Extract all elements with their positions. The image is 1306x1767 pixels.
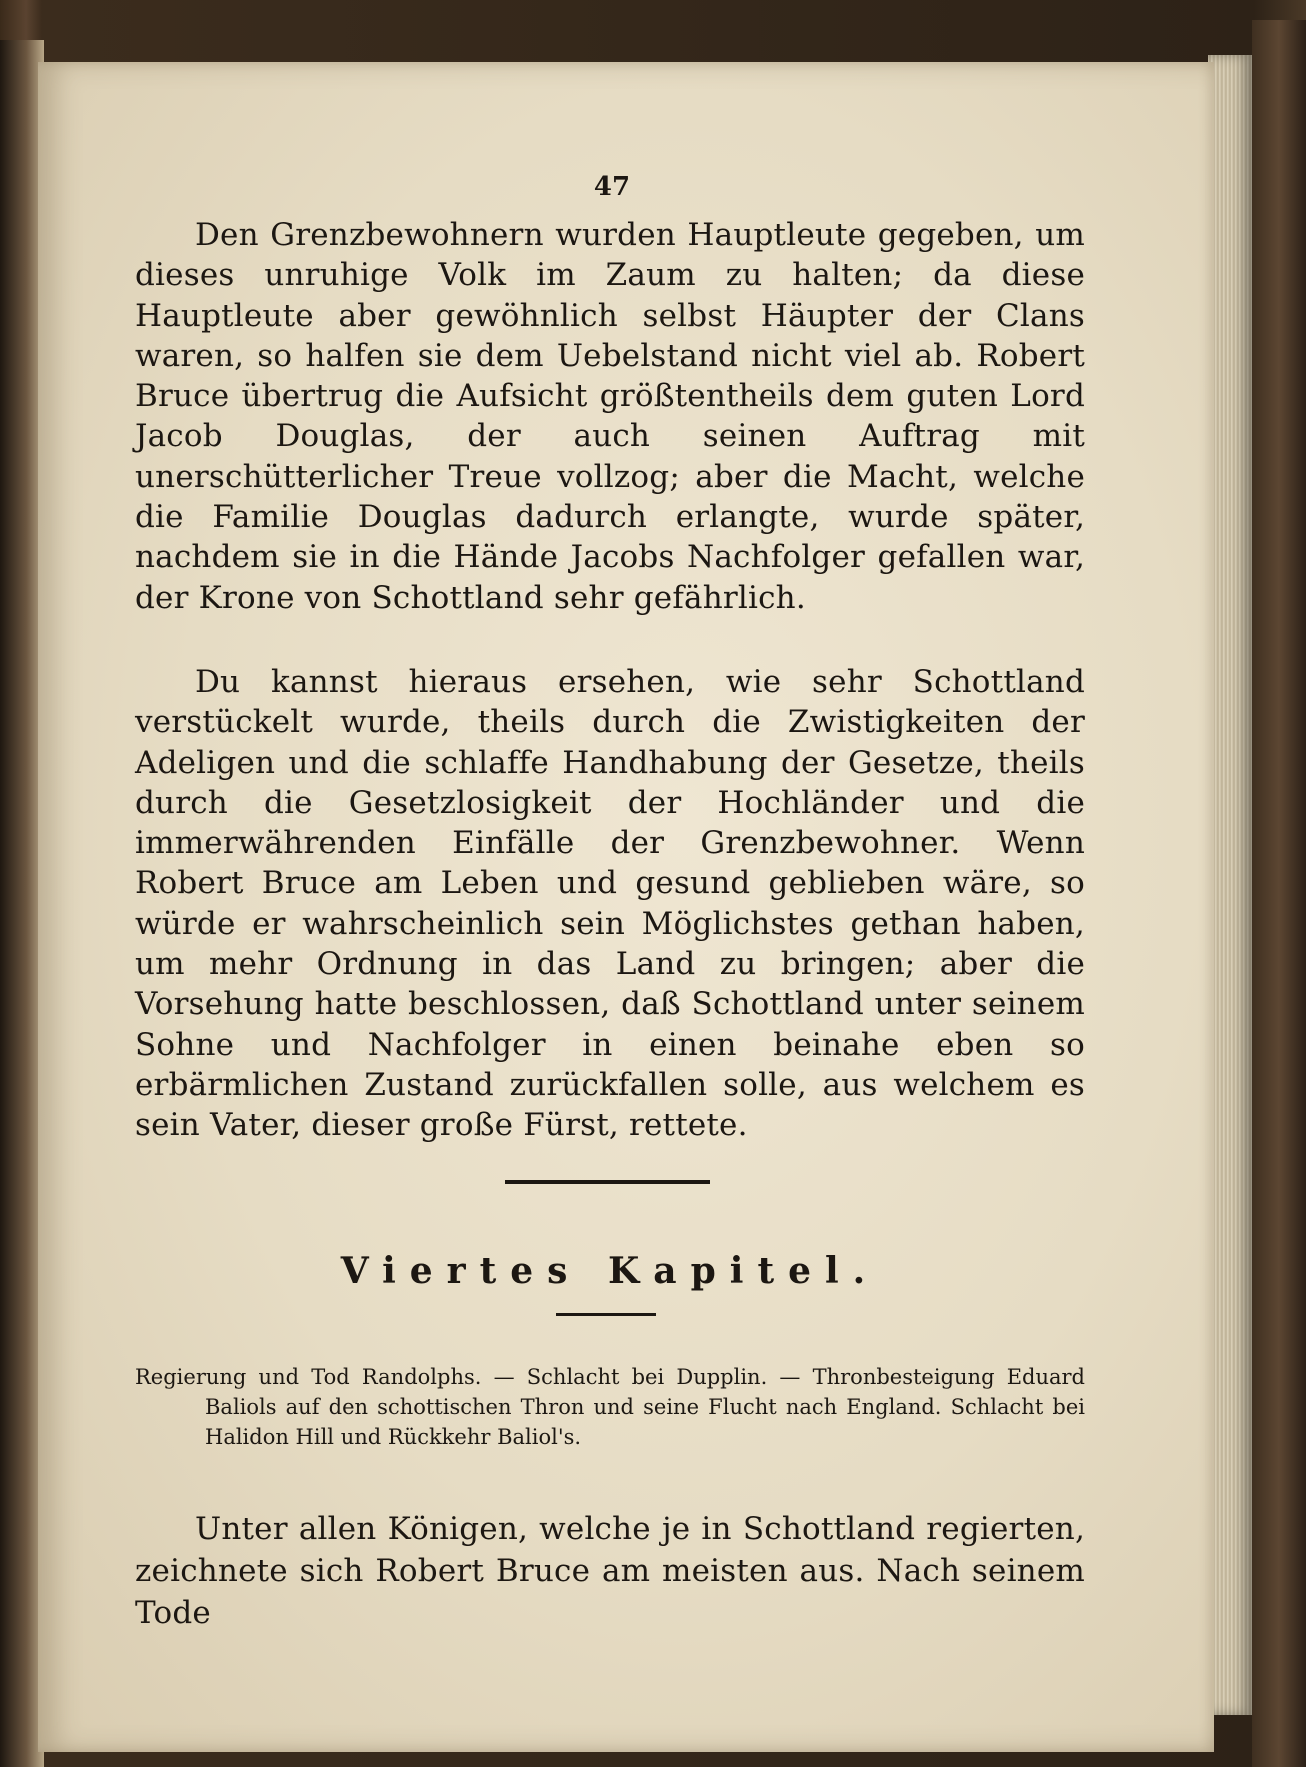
- heading-underline: [556, 1313, 656, 1316]
- chapter-summary-text: Regierung und Tod Randolphs. — Schlacht bei Dupplin. — Thronbesteigung Eduard Baliols auf den schottischen Thron und seine Flucht nach England. Schlacht bei Halidon Hill und Rückkehr Baliol's.: [135, 1365, 1085, 1449]
- paragraph-2: Du kannst hieraus ersehen, wie sehr Schottland verstückelt wurde, theils durch die Zwistigkeiten der Adeligen und die schlaffe Handhabung der Gesetze, theils durch die Gesetzlosigkeit der Hochländer und die immerwährenden Einfälle der Grenzbewohner. Wenn Robert Bruce am Leben und gesund geblieben wäre, so würde er wahrscheinlich sein Möglichstes gethan haben, um mehr Ordnung in das Land zu bringen; aber die Vorsehung hatte beschlossen, daß Schottland unter seinem Sohne und Nachfolger in einen beinahe eben so erbärmlichen Zustand zurückfallen solle, aus welchem es sein Vater, dieser große Fürst, rettete.: [135, 664, 1085, 1144]
- paragraph-1: Den Grenzbewohnern wurden Hauptleute gegeben, um dieses unruhige Volk im Zaum zu halten; da diese Hauptleute aber gewöhnlich selbst Häupter der Clans waren, so halfen sie dem Uebelstand nicht viel ab. Robert Bruce übertrug die Aufsicht größtentheils dem guten Lord Jacob Douglas, der auch seinen Auftrag mit unerschütterlicher Treue vollzog; aber die Macht, welche die Familie Douglas dadurch erlangte, wurde später, nachdem sie in die Hände Jacobs Nachfolger gefallen war, der Krone von Schottland sehr gefährlich.: [135, 217, 1085, 616]
- chapter-heading: Viertes Kapitel.: [340, 1250, 880, 1292]
- chapter-opening-paragraph: Unter allen Königen, welche je in Schottland regierten, zeichnete sich Robert Bruce am meisten aus. Nach seinem Tode: [135, 1511, 1085, 1631]
- page-edges: [1208, 55, 1252, 1715]
- back-cover: [1252, 20, 1306, 1767]
- section-divider: [505, 1180, 710, 1184]
- chapter-summary: [135, 1362, 1085, 1452]
- page-number: 47: [593, 172, 631, 202]
